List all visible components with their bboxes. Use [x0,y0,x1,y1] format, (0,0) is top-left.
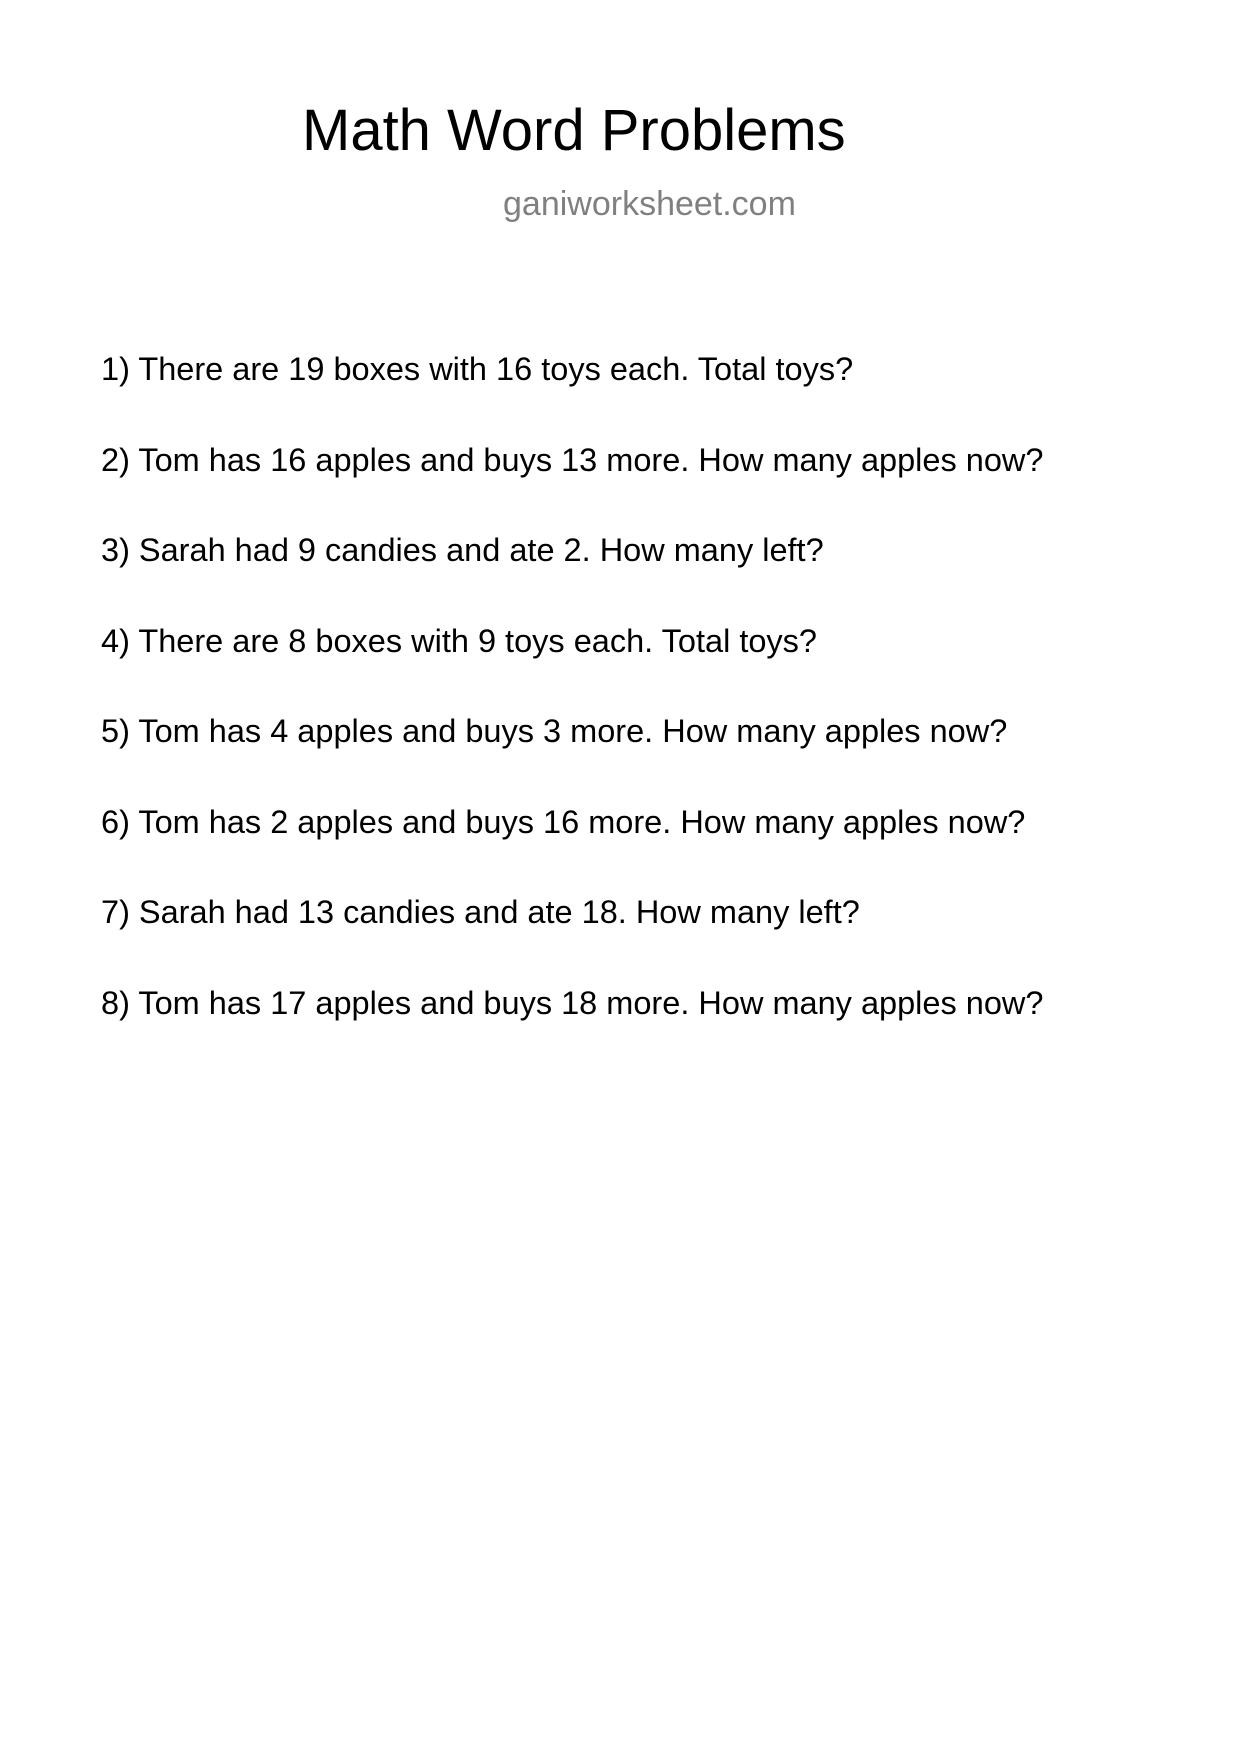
problem-item: 4) There are 8 boxes with 9 toys each. Total toys? [101,622,817,659]
problem-item: 6) Tom has 2 apples and buys 16 more. How many apples now? [101,803,1026,840]
problem-item: 8) Tom has 17 apples and buys 18 more. How many apples now? [101,984,1044,1021]
page-title: Math Word Problems [302,98,846,163]
problem-item: 1) There are 19 boxes with 16 toys each. Total toys? [101,351,854,387]
problem-list [101,350,1043,1074]
problem-item: 3) Sarah had 9 candies and ate 2. How many left? [101,532,824,568]
problem-item: 5) Tom has 4 apples and buys 3 more. How many apples now? [101,713,1008,749]
source-website: ganiworksheet.com [503,185,796,223]
problem-item: 2) Tom has 16 apples and buys 13 more. How many apples now? [101,441,1044,478]
problem-item: 7) Sarah had 13 candies and ate 18. How many left? [101,894,860,930]
